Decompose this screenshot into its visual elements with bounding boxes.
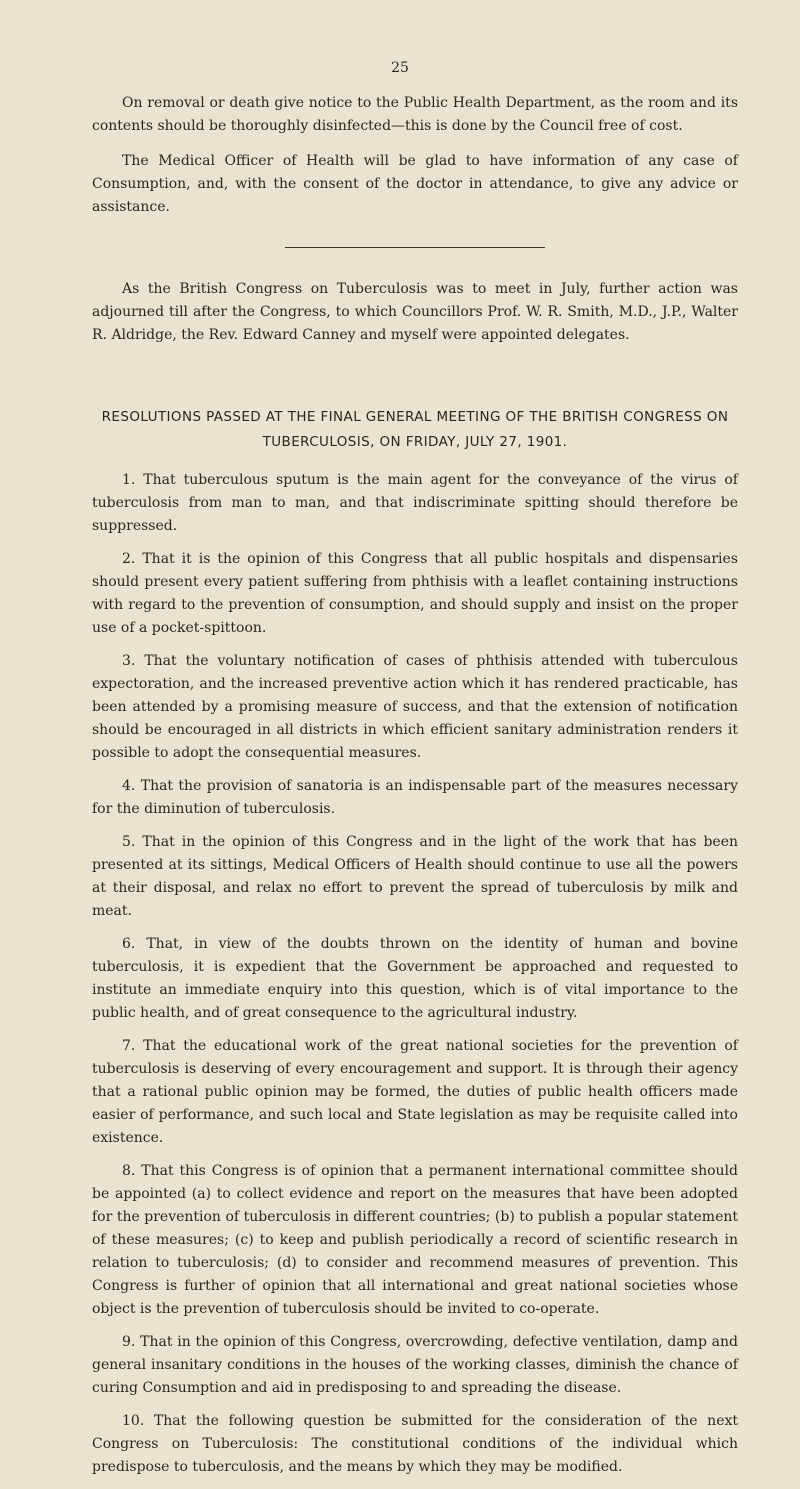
resolution-item: 9. That in the opinion of this Congress, overcrowding, defective ventilation, damp and general insanitary conditions in the houses of the working classes, diminish the chance of curing Consumption and aid in predisposing to and spreading the disease. (92, 1334, 738, 1396)
resolution-item: 5. That in the opinion of this Congress and in the light of the work that has been presented at its sittings, Medical Officers of Health should continue to use all the powers at their disposal, and relax no effort to prevent the spread of tuberculosis by milk and meat. (92, 834, 738, 919)
section-divider (285, 247, 545, 248)
resolution-item: 4. That the provision of sanatoria is an indispensable part of the measures necessary for the diminution of tuberculosis. (92, 778, 738, 817)
resolution-item: 10. That the following question be submitted for the consideration of the next Congress on Tuberculosis: The constitutional conditions of the individual which predispose to tuberculosis, and the means by which they may be modified. (92, 1413, 738, 1475)
resolution-item: 2. That it is the opinion of this Congress that all public hospitals and dispensaries should present every patient suffering from phthisis with a leaflet containing instructions with regard to the prevention of consumption, and should supply and insist on the proper use of a pocket-spittoon. (92, 551, 738, 636)
page-number: 25 (391, 60, 409, 76)
resolution-item: 6. That, in view of the doubts thrown on the identity of human and bovine tuberculosis, it is expedient that the Government be approached and requested to institute an immediate enquiry into this question, which is of vital importance to the public health, and of great consequence to the agricultural industry. (92, 936, 738, 1021)
resolution-item: 1. That tuberculous sputum is the main agent for the conveyance of the virus of tuberculosis from man to man, and that indiscriminate spitting should therefore be suppressed. (92, 472, 738, 534)
resolutions-heading-line-2: TUBERCULOSIS, ON FRIDAY, JULY 27, 1901. (262, 434, 568, 450)
page-content (92, 92, 738, 1489)
resolution-item: 7. That the educational work of the great national societies for the prevention of tuberculosis is deserving of every encouragement and support. It is through their agency that a rational public opinion may be formed, the duties of public health officers made easier of performance, and such local and State legislation as may be requisite called into existence. (92, 1038, 738, 1146)
resolutions-heading (92, 405, 738, 455)
resolutions-list (92, 469, 738, 1479)
resolution-item: 8. That this Congress is of opinion that a permanent international committee should be appointed (a) to collect evidence and report on the measures that have been adopted for the prevention of tuberculosis in different countries; (b) to publish a popular statement of these measures; (c) to keep and publish periodically a record of scientific research in relation to tuberculosis; (d) to consider and recommend measures of prevention. This Congress is further of opinion that all international and great national societies whose object is the prevention of tuberculosis should be invited to co-operate. (92, 1163, 738, 1317)
resolutions-heading-line-1: RESOLUTIONS PASSED AT THE FINAL GENERAL MEETING OF THE BRITISH CONGRESS ON (101, 409, 729, 425)
congress-note-paragraph: As the British Congress on Tuberculosis was to meet in July, further action was adjourned till after the Congress, to which Councillors Prof. W. R. Smith, M.D., J.P., Walter R. Aldridge, the Rev. Edward Canney and myself were appointed delegates. (92, 281, 738, 343)
resolution-item: 3. That the voluntary notification of cases of phthisis attended with tuberculous expectoration, and the increased preventive action which it has rendered practicable, has been attended by a promising measure of success, and that the extension of notification should be encouraged in all districts in which efficient sanitary administration renders it possible to adopt the consequential measures. (92, 653, 738, 761)
intro-paragraph-removal: On removal or death give notice to the Public Health Department, as the room and its contents should be thoroughly disinfected—this is done by the Council free of cost. (92, 95, 738, 134)
intro-paragraph-medical-officer: The Medical Officer of Health will be glad to have information of any case of Consumption, and, with the consent of the doctor in attendance, to give any advice or assistance. (92, 153, 738, 215)
